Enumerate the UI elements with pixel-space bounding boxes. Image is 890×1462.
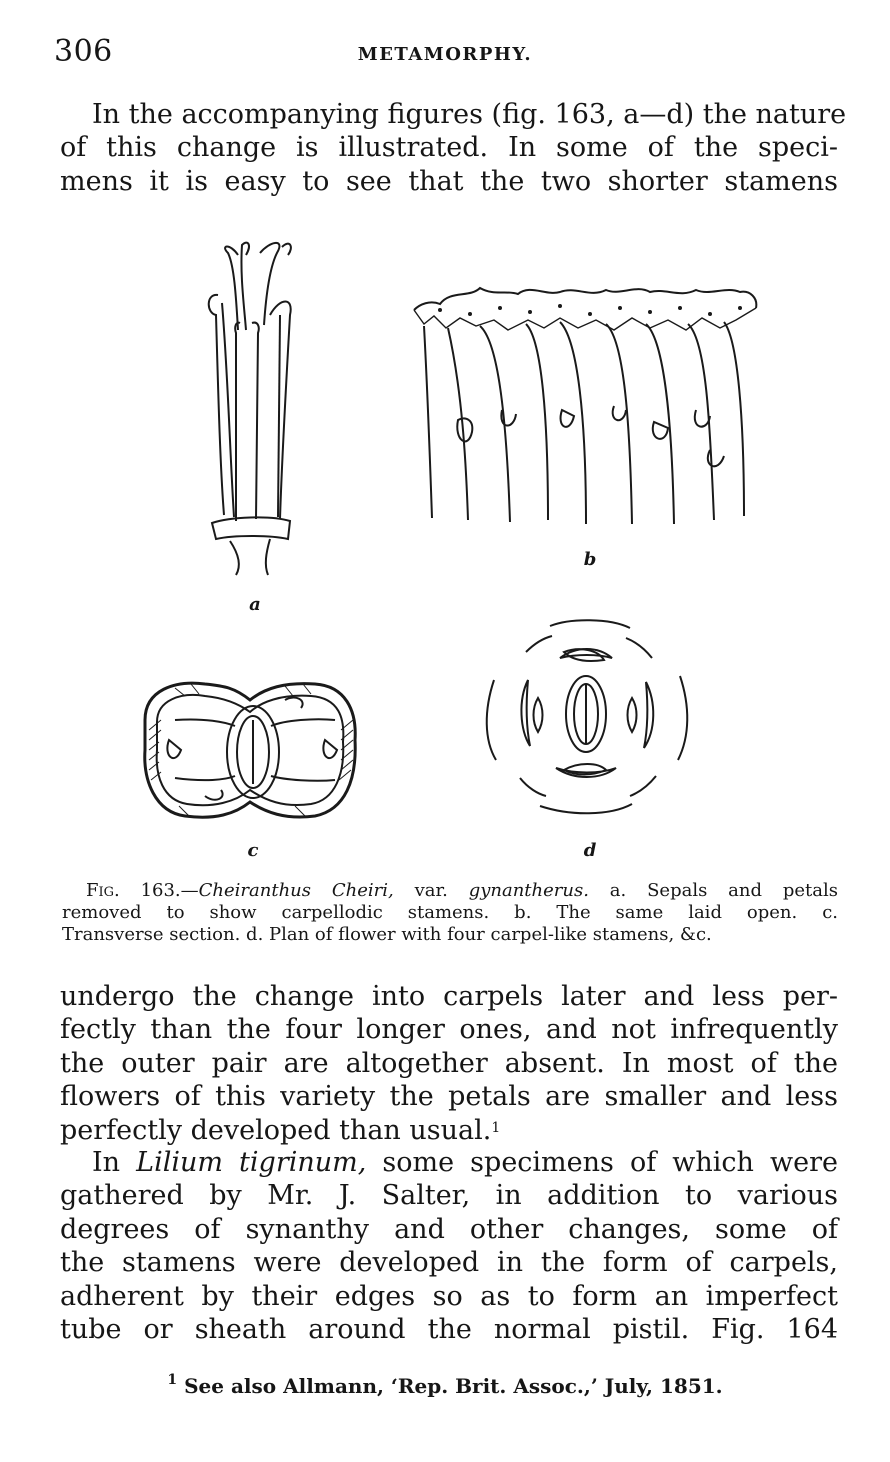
body-paragraph-2 (60, 1146, 838, 1346)
text-line: tube or sheath around the normal pistil. Fig. 164 (60, 1314, 838, 1346)
text-fragment: In (92, 1147, 137, 1178)
figure-d-illustration (480, 610, 695, 825)
text-line (60, 1146, 838, 1179)
figure-c-illustration (135, 670, 365, 830)
text-fragment: some specimens of which were (366, 1147, 838, 1178)
species-name: Lilium tigrinum, (136, 1147, 367, 1178)
text-line: perfectly developed than usual. (60, 1114, 492, 1146)
caption-variety: gynantherus. (468, 880, 589, 901)
caption-line (62, 880, 838, 902)
figure-c-label: c (247, 840, 259, 861)
figure-b-illustration (410, 280, 760, 530)
caption-line: removed to show carpellodic stamens. b. The same laid open. c. (62, 902, 838, 923)
text-line: the outer pair are altogether absent. In most of the (60, 1047, 838, 1079)
caption-dash: — (180, 880, 199, 901)
intro-paragraph (60, 98, 847, 198)
text-line: gathered by Mr. J. Salter, in addition to various (60, 1180, 838, 1212)
figure-b-label: b (583, 549, 597, 570)
footnote (0, 1374, 890, 1398)
page-number: 306 (54, 34, 113, 69)
text-line: fectly than the four longer ones, and not infrequently (60, 1014, 838, 1046)
text-line: flowers of this variety the petals are smaller and less (60, 1081, 838, 1113)
figure-a-label: a (249, 594, 261, 615)
text-line: In the accompanying figures (fig. 163, a—d) the nature (92, 99, 847, 130)
body-paragraph-1 (60, 980, 838, 1147)
figure-caption (62, 880, 838, 946)
text-line: mens it is easy to see that the two shorter stamens (60, 165, 838, 197)
running-title: METAMORPHY. (357, 44, 533, 65)
footnote-text: See also Allmann, ‘Rep. Brit. Assoc.,’ July, 1851. (177, 1374, 723, 1398)
figure-a-illustration (190, 235, 320, 575)
caption-var: var. (393, 880, 469, 901)
text-line-with-footnote (60, 1114, 838, 1147)
figure-d-label: d (583, 840, 597, 861)
caption-part-a: a. Sepals and petals (588, 880, 838, 901)
footnote-marker[interactable]: 1 (491, 1119, 501, 1136)
text-line: degrees of synanthy and other changes, some of (60, 1213, 838, 1245)
text-line: of this change is illustrated. In some of the speci- (60, 132, 838, 164)
text-line: adherent by their edges so as to form an imperfect (60, 1280, 838, 1312)
footnote-marker: 1 (167, 1372, 178, 1388)
text-line: undergo the change into carpels later and less per- (60, 981, 838, 1012)
caption-species: Cheiranthus Cheiri, (198, 880, 394, 901)
text-line: the stamens were developed in the form of carpels, (60, 1247, 838, 1279)
caption-line: Transverse section. d. Plan of flower with four carpel-like stamens, &c. (62, 924, 712, 945)
caption-figure-ref: Fig. 163. (86, 880, 181, 901)
